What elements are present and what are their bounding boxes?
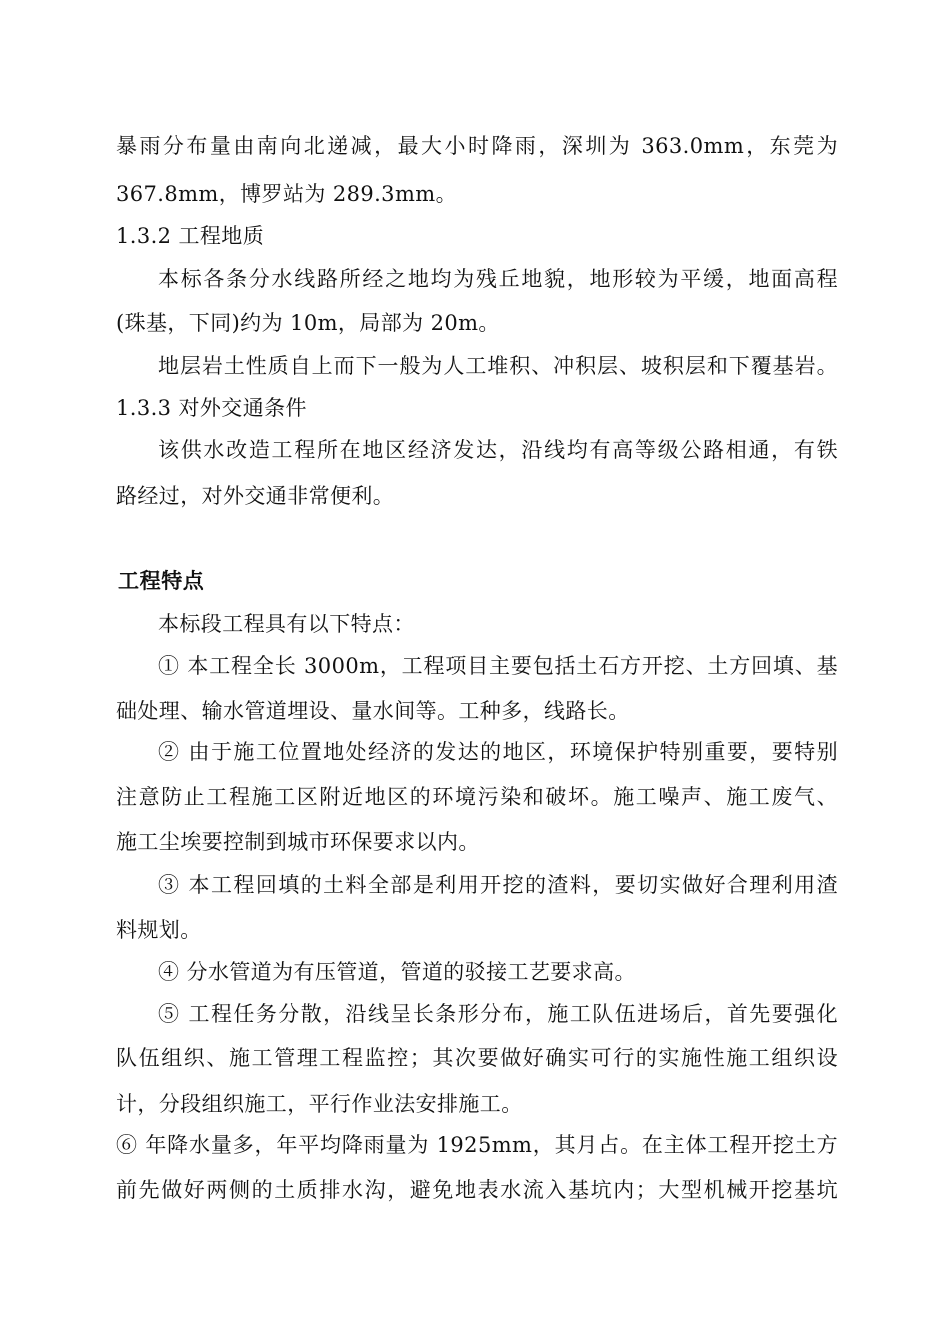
text-line: (珠基，下同)约为 10m，局部为 20m。 bbox=[116, 311, 500, 335]
list-item-4: ④ 分水管道为有压管道，管道的驳接工艺要求高。 bbox=[158, 960, 636, 984]
text-line: 料规划。 bbox=[116, 918, 202, 942]
text-line: 367.8mm，博罗站为 289.3mm。 bbox=[116, 182, 457, 206]
text-line: 计，分段组织施工，平行作业法安排施工。 bbox=[116, 1092, 523, 1116]
text-line: 前先做好两侧的土质排水沟，避免地表水流入基坑内；大型机械开挖基坑 bbox=[116, 1178, 838, 1202]
list-item-6: ⑥ 年降水量多，年平均降雨量为 1925mm，其月占。在主体工程开挖土方 bbox=[116, 1133, 838, 1157]
section-heading-1-3-2: 1.3.2 工程地质 bbox=[116, 224, 265, 248]
text-line: 注意防止工程施工区附近地区的环境污染和破坏。施工噪声、施工废气、 bbox=[116, 785, 838, 809]
text-line: 路经过，对外交通非常便利。 bbox=[116, 484, 395, 508]
section-heading-features: 工程特点 bbox=[118, 569, 205, 593]
text-line: 地层岩土性质自上而下一般为人工堆积、冲积层、坡积层和下覆基岩。 bbox=[158, 354, 838, 378]
text-line: 础处理、输水管道埋设、量水间等。工种多，线路长。 bbox=[116, 699, 630, 723]
text-line: 队伍组织、施工管理工程监控；其次要做好确实可行的实施性施工组织设 bbox=[116, 1046, 838, 1070]
list-item-3: ③ 本工程回填的土料全部是利用开挖的渣料，要切实做好合理利用渣 bbox=[158, 873, 838, 897]
text-line: 该供水改造工程所在地区经济发达，沿线均有高等级公路相通，有铁 bbox=[158, 438, 838, 462]
text-line: 本标段工程具有以下特点： bbox=[158, 612, 415, 636]
text-line: 本标各条分水线路所经之地均为残丘地貌，地形较为平缓，地面高程 bbox=[158, 267, 838, 291]
text-line: 暴雨分布量由南向北递减，最大小时降雨，深圳为 363.0mm，东莞为 bbox=[116, 134, 838, 158]
text-line: 施工尘埃要控制到城市环保要求以内。 bbox=[116, 830, 480, 854]
list-item-1: ① 本工程全长 3000m，工程项目主要包括土石方开挖、土方回填、基 bbox=[158, 654, 838, 678]
list-item-2: ② 由于施工位置地处经济的发达的地区，环境保护特别重要，要特别 bbox=[158, 740, 838, 764]
list-item-5: ⑤ 工程任务分散，沿线呈长条形分布，施工队伍进场后，首先要强化 bbox=[158, 1002, 838, 1026]
section-heading-1-3-3: 1.3.3 对外交通条件 bbox=[116, 396, 307, 420]
